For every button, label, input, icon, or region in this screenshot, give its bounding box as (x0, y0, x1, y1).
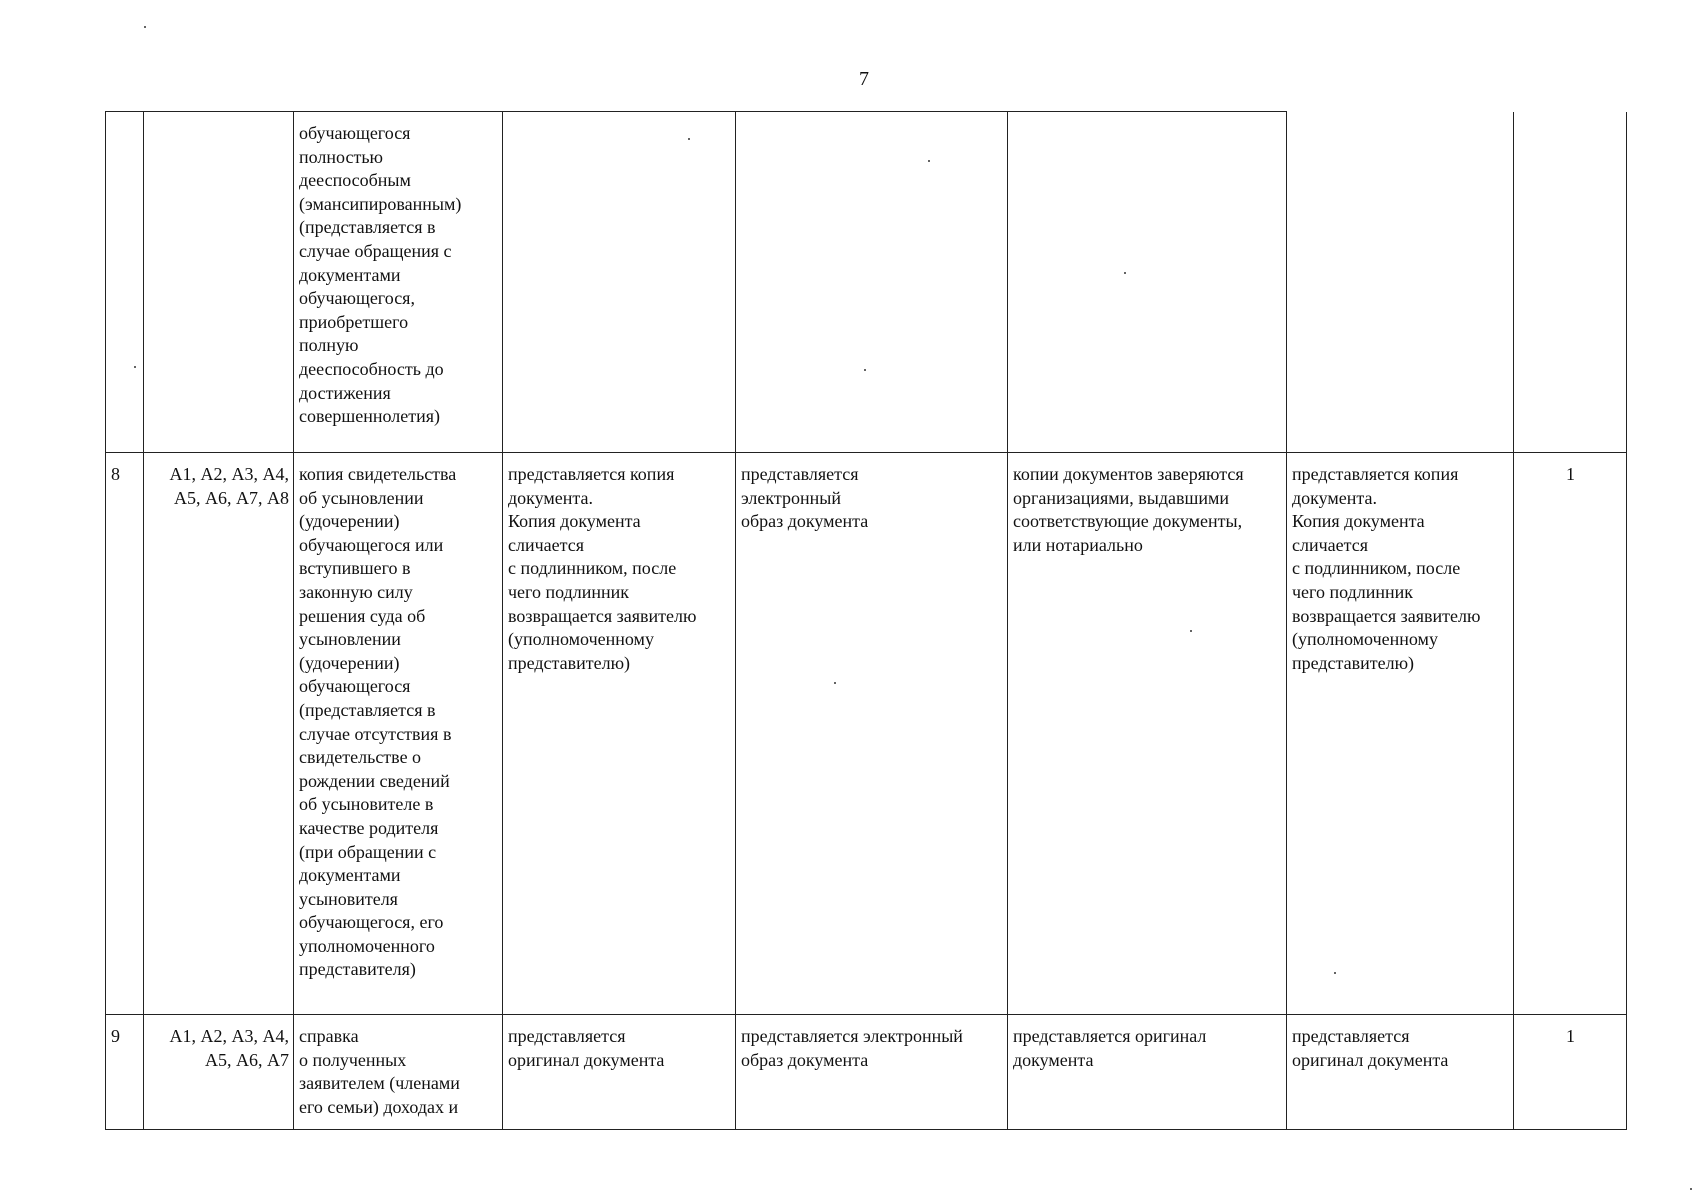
cell-number: 8 (106, 453, 144, 1015)
cell-mail-submission: представляется оригинал документа (1287, 1015, 1514, 1130)
cell-personal-submission: представляется копия документа. Копия документа сличается с подлинником, после чего подлинник возвращается заявителю (уполномоченному представителю) (503, 453, 736, 1015)
scan-speck (1124, 272, 1126, 274)
cell-applicant-codes: А1, А2, А3, А4, А5, А6, А7, А8 (144, 453, 294, 1015)
cell-number (106, 112, 144, 453)
scan-speck (1690, 1188, 1692, 1190)
cell-personal-submission: представляется оригинал документа (503, 1015, 736, 1130)
cell-count: 1 (1514, 1015, 1627, 1130)
table-row-8 (106, 453, 1627, 1015)
table-row-9 (106, 1015, 1627, 1130)
scan-speck (928, 160, 930, 162)
cell-document-name: копия свидетельства об усыновлении (удочерении) обучающегося или вступившего в законную силу решения суда об усыновлении (удочерении) обучающегося (представляется в случае отсутствия в свидетельстве о рождении сведений об усыновителе в качестве родителя (при обращении с документами усыновителя обучающегося, его уполномоченного представителя) (294, 453, 503, 1015)
cell-mail-submission (1287, 112, 1514, 453)
cell-count: 1 (1514, 453, 1627, 1015)
cell-personal-submission (503, 112, 736, 453)
cell-applicant-codes (144, 112, 294, 453)
cell-count (1514, 112, 1627, 453)
cell-electronic-submission: представляется электронный образ документа (736, 1015, 1008, 1130)
table-row-continuation (106, 112, 1627, 453)
cell-document-name: справка о полученных заявителем (членами его семьи) доходах и (294, 1015, 503, 1130)
cell-certification: копии документов заверяются организациями, выдавшими соответствующие документы, или нотариально (1008, 453, 1287, 1015)
cell-electronic-submission (736, 112, 1008, 453)
cell-mail-submission: представляется копия документа. Копия документа сличается с подлинником, после чего подлинник возвращается заявителю (уполномоченному представителю) (1287, 453, 1514, 1015)
scan-speck (144, 26, 146, 28)
page-number: 7 (859, 68, 869, 90)
scan-speck (1190, 630, 1192, 632)
scan-speck (864, 369, 866, 371)
cell-electronic-submission: представляется электронный образ документа (736, 453, 1008, 1015)
scan-speck (1334, 972, 1336, 974)
cell-number: 9 (106, 1015, 144, 1130)
cell-applicant-codes: А1, А2, А3, А4, А5, А6, А7 (144, 1015, 294, 1130)
cell-certification: представляется оригинал документа (1008, 1015, 1287, 1130)
cell-document-name: обучающегося полностью дееспособным (эмансипированным) (представляется в случае обращения с документами обучающегося, приобретшего полную дееспособность до достижения совершеннолетия) (294, 112, 503, 453)
documents-table (105, 111, 1627, 1130)
scan-speck (688, 138, 690, 140)
scan-speck (834, 682, 836, 684)
cell-certification (1008, 112, 1287, 453)
scan-speck (134, 366, 136, 368)
